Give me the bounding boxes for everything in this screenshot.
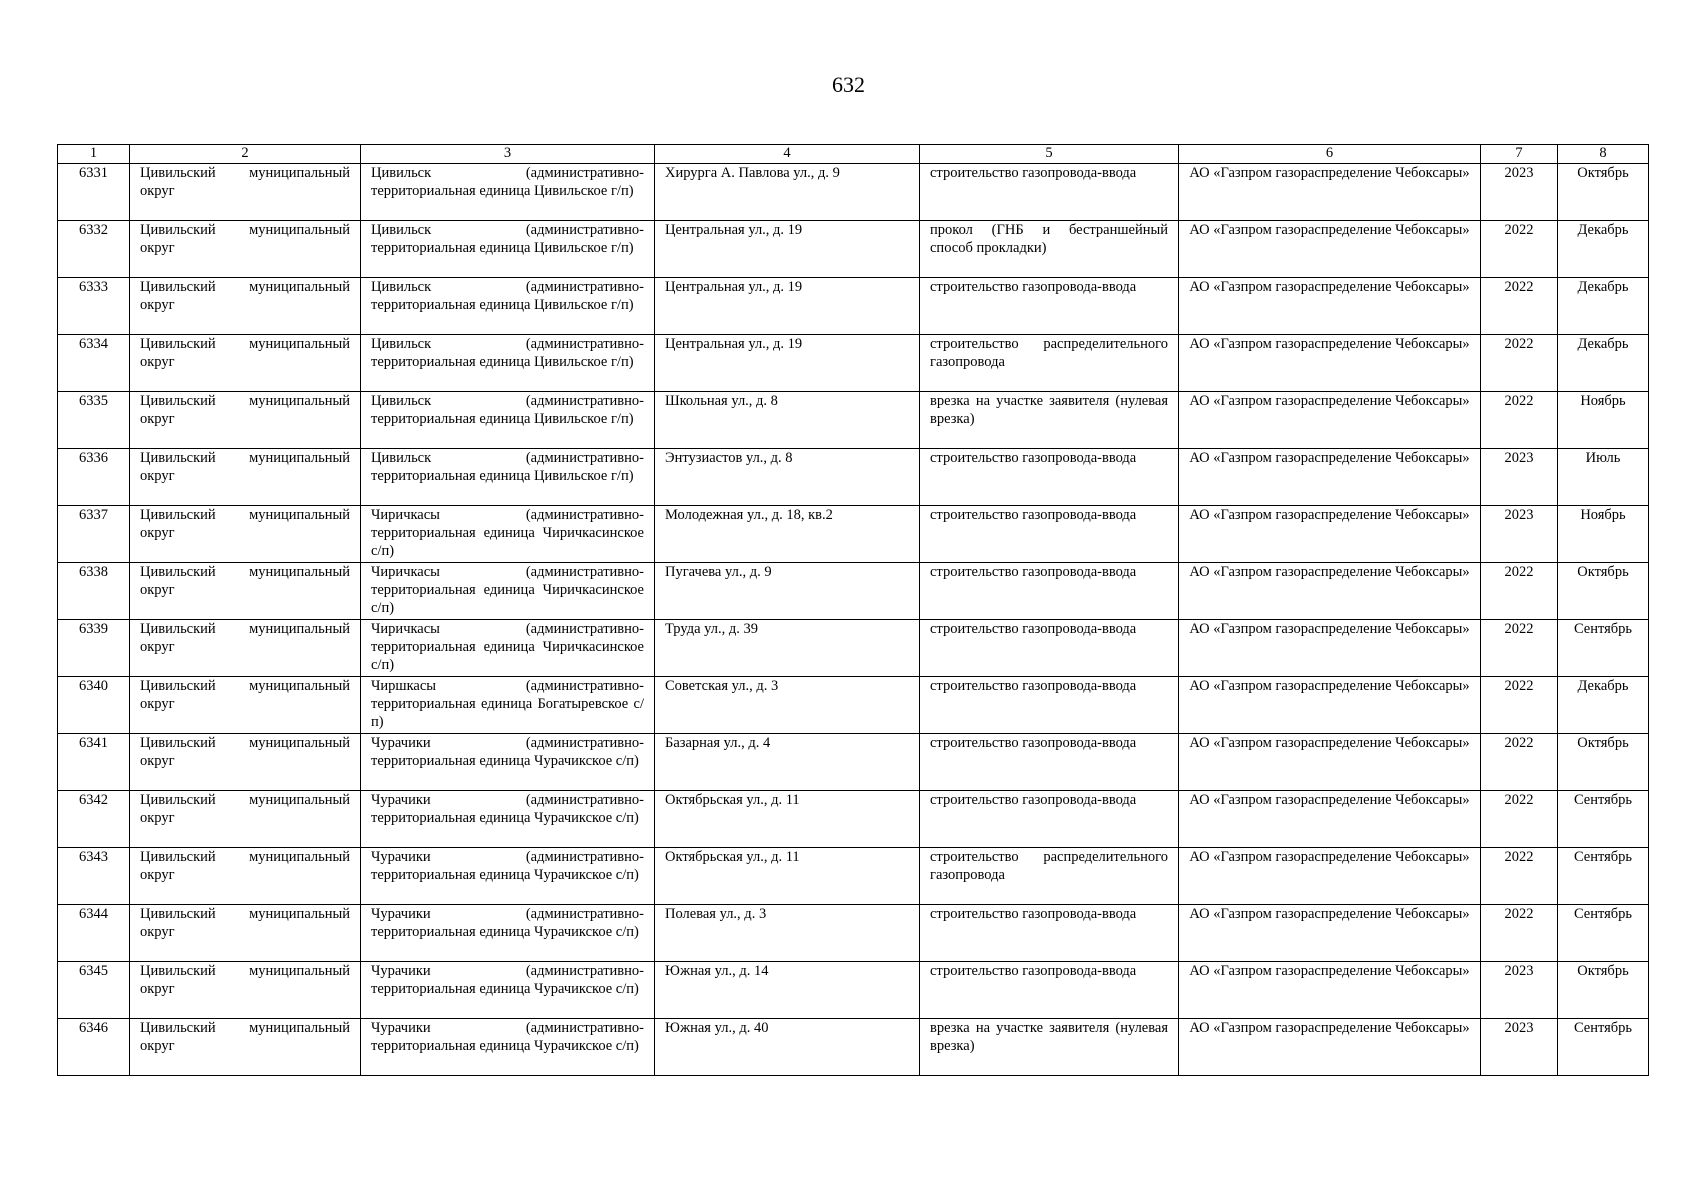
settlement-cell: Чиричкасы (административно-территориальная единица Чиричкасинское с/п) (361, 563, 655, 620)
year-cell: 2022 (1481, 278, 1558, 335)
address-cell: Школьная ул., д. 8 (655, 392, 920, 449)
organization-cell: АО «Газпром газораспределение Чебоксары» (1179, 962, 1481, 1019)
settlement-cell: Чурачики (административно-территориальная единица Чурачикское с/п) (361, 848, 655, 905)
address-cell: Пугачева ул., д. 9 (655, 563, 920, 620)
work-type-cell: строительство газопровода-ввода (920, 164, 1179, 221)
address-cell: Советская ул., д. 3 (655, 677, 920, 734)
settlement-cell: Цивильск (административно-территориальная единица Цивильское г/п) (361, 392, 655, 449)
table-body (58, 164, 1649, 1076)
row-number-cell: 6335 (58, 392, 130, 449)
row-number-cell: 6346 (58, 1019, 130, 1076)
settlement-cell: Чурачики (административно-территориальная единица Чурачикское с/п) (361, 734, 655, 791)
organization-cell: АО «Газпром газораспределение Чебоксары» (1179, 392, 1481, 449)
address-cell: Октябрьская ул., д. 11 (655, 848, 920, 905)
month-cell: Декабрь (1558, 335, 1649, 392)
table-row (58, 221, 1649, 278)
address-cell: Полевая ул., д. 3 (655, 905, 920, 962)
work-type-cell: строительство газопровода-ввода (920, 449, 1179, 506)
table-row (58, 1019, 1649, 1076)
month-cell: Сентябрь (1558, 905, 1649, 962)
year-cell: 2022 (1481, 620, 1558, 677)
column-header-1: 1 (58, 145, 130, 164)
year-cell: 2023 (1481, 1019, 1558, 1076)
work-type-cell: строительство газопровода-ввода (920, 677, 1179, 734)
settlement-cell: Чурачики (административно-территориальная единица Чурачикское с/п) (361, 1019, 655, 1076)
work-type-cell: строительство газопровода-ввода (920, 905, 1179, 962)
settlement-cell: Цивильск (административно-территориальная единица Цивильское г/п) (361, 335, 655, 392)
table-row (58, 848, 1649, 905)
month-cell: Октябрь (1558, 734, 1649, 791)
work-type-cell: строительство распределительного газопровода (920, 848, 1179, 905)
column-header-3: 3 (361, 145, 655, 164)
column-header-2: 2 (130, 145, 361, 164)
month-cell: Сентябрь (1558, 791, 1649, 848)
table-row (58, 506, 1649, 563)
year-cell: 2022 (1481, 848, 1558, 905)
settlement-cell: Чиричкасы (административно-территориальная единица Чиричкасинское с/п) (361, 506, 655, 563)
work-type-cell: строительство газопровода-ввода (920, 734, 1179, 791)
district-cell: Цивильский муниципальный округ (130, 392, 361, 449)
table-row (58, 563, 1649, 620)
year-cell: 2022 (1481, 392, 1558, 449)
district-cell: Цивильский муниципальный округ (130, 335, 361, 392)
organization-cell: АО «Газпром газораспределение Чебоксары» (1179, 506, 1481, 563)
district-cell: Цивильский муниципальный округ (130, 791, 361, 848)
year-cell: 2023 (1481, 164, 1558, 221)
district-cell: Цивильский муниципальный округ (130, 164, 361, 221)
district-cell: Цивильский муниципальный округ (130, 449, 361, 506)
month-cell: Октябрь (1558, 563, 1649, 620)
organization-cell: АО «Газпром газораспределение Чебоксары» (1179, 449, 1481, 506)
row-number-cell: 6344 (58, 905, 130, 962)
year-cell: 2022 (1481, 905, 1558, 962)
table-row (58, 620, 1649, 677)
organization-cell: АО «Газпром газораспределение Чебоксары» (1179, 791, 1481, 848)
page-number: 632 (832, 72, 865, 97)
settlement-cell: Цивильск (административно-территориальная единица Цивильское г/п) (361, 164, 655, 221)
settlement-cell: Чиршкасы (административно-территориальная единица Богатыревское с/п) (361, 677, 655, 734)
work-type-cell: строительство газопровода-ввода (920, 620, 1179, 677)
settlement-cell: Чурачики (административно-территориальная единица Чурачикское с/п) (361, 905, 655, 962)
address-cell: Центральная ул., д. 19 (655, 221, 920, 278)
work-type-cell: строительство распределительного газопровода (920, 335, 1179, 392)
district-cell: Цивильский муниципальный округ (130, 1019, 361, 1076)
year-cell: 2023 (1481, 506, 1558, 563)
table-row (58, 335, 1649, 392)
work-type-cell: врезка на участке заявителя (нулевая врезка) (920, 1019, 1179, 1076)
row-number-cell: 6333 (58, 278, 130, 335)
district-cell: Цивильский муниципальный округ (130, 278, 361, 335)
organization-cell: АО «Газпром газораспределение Чебоксары» (1179, 335, 1481, 392)
year-cell: 2022 (1481, 791, 1558, 848)
district-cell: Цивильский муниципальный округ (130, 734, 361, 791)
month-cell: Октябрь (1558, 164, 1649, 221)
organization-cell: АО «Газпром газораспределение Чебоксары» (1179, 734, 1481, 791)
year-cell: 2022 (1481, 734, 1558, 791)
month-cell: Сентябрь (1558, 848, 1649, 905)
organization-cell: АО «Газпром газораспределение Чебоксары» (1179, 221, 1481, 278)
settlement-cell: Чурачики (административно-территориальная единица Чурачикское с/п) (361, 962, 655, 1019)
table-row (58, 734, 1649, 791)
row-number-cell: 6334 (58, 335, 130, 392)
column-header-4: 4 (655, 145, 920, 164)
settlement-cell: Цивильск (административно-территориальная единица Цивильское г/п) (361, 449, 655, 506)
row-number-cell: 6342 (58, 791, 130, 848)
table-row (58, 962, 1649, 1019)
table-row (58, 791, 1649, 848)
row-number-cell: 6343 (58, 848, 130, 905)
organization-cell: АО «Газпром газораспределение Чебоксары» (1179, 848, 1481, 905)
district-cell: Цивильский муниципальный округ (130, 506, 361, 563)
month-cell: Декабрь (1558, 221, 1649, 278)
month-cell: Сентябрь (1558, 620, 1649, 677)
work-type-cell: строительство газопровода-ввода (920, 563, 1179, 620)
district-cell: Цивильский муниципальный округ (130, 677, 361, 734)
year-cell: 2022 (1481, 221, 1558, 278)
table-row (58, 278, 1649, 335)
district-cell: Цивильский муниципальный округ (130, 848, 361, 905)
work-type-cell: строительство газопровода-ввода (920, 506, 1179, 563)
organization-cell: АО «Газпром газораспределение Чебоксары» (1179, 905, 1481, 962)
district-cell: Цивильский муниципальный округ (130, 620, 361, 677)
address-cell: Труда ул., д. 39 (655, 620, 920, 677)
work-type-cell: строительство газопровода-ввода (920, 791, 1179, 848)
row-number-cell: 6341 (58, 734, 130, 791)
row-number-cell: 6332 (58, 221, 130, 278)
column-header-6: 6 (1179, 145, 1481, 164)
organization-cell: АО «Газпром газораспределение Чебоксары» (1179, 563, 1481, 620)
row-number-cell: 6340 (58, 677, 130, 734)
month-cell: Октябрь (1558, 962, 1649, 1019)
month-cell: Сентябрь (1558, 1019, 1649, 1076)
row-number-cell: 6331 (58, 164, 130, 221)
organization-cell: АО «Газпром газораспределение Чебоксары» (1179, 1019, 1481, 1076)
organization-cell: АО «Газпром газораспределение Чебоксары» (1179, 677, 1481, 734)
work-type-cell: строительство газопровода-ввода (920, 962, 1179, 1019)
address-cell: Молодежная ул., д. 18, кв.2 (655, 506, 920, 563)
address-cell: Октябрьская ул., д. 11 (655, 791, 920, 848)
row-number-cell: 6337 (58, 506, 130, 563)
settlement-cell: Чурачики (административно-территориальная единица Чурачикское с/п) (361, 791, 655, 848)
district-cell: Цивильский муниципальный округ (130, 962, 361, 1019)
month-cell: Июль (1558, 449, 1649, 506)
district-cell: Цивильский муниципальный округ (130, 221, 361, 278)
row-number-cell: 6339 (58, 620, 130, 677)
year-cell: 2022 (1481, 677, 1558, 734)
organization-cell: АО «Газпром газораспределение Чебоксары» (1179, 620, 1481, 677)
address-cell: Энтузиастов ул., д. 8 (655, 449, 920, 506)
address-cell: Центральная ул., д. 19 (655, 278, 920, 335)
table-header-row (58, 145, 1649, 164)
table-row (58, 905, 1649, 962)
district-cell: Цивильский муниципальный округ (130, 563, 361, 620)
data-table (57, 144, 1649, 1076)
year-cell: 2023 (1481, 449, 1558, 506)
settlement-cell: Чиричкасы (административно-территориальная единица Чиричкасинское с/п) (361, 620, 655, 677)
row-number-cell: 6338 (58, 563, 130, 620)
month-cell: Ноябрь (1558, 506, 1649, 563)
column-header-5: 5 (920, 145, 1179, 164)
column-header-7: 7 (1481, 145, 1558, 164)
district-cell: Цивильский муниципальный округ (130, 905, 361, 962)
address-cell: Базарная ул., д. 4 (655, 734, 920, 791)
row-number-cell: 6345 (58, 962, 130, 1019)
address-cell: Южная ул., д. 40 (655, 1019, 920, 1076)
month-cell: Декабрь (1558, 677, 1649, 734)
table-row (58, 392, 1649, 449)
row-number-cell: 6336 (58, 449, 130, 506)
year-cell: 2022 (1481, 563, 1558, 620)
work-type-cell: строительство газопровода-ввода (920, 278, 1179, 335)
month-cell: Ноябрь (1558, 392, 1649, 449)
organization-cell: АО «Газпром газораспределение Чебоксары» (1179, 278, 1481, 335)
address-cell: Хирурга А. Павлова ул., д. 9 (655, 164, 920, 221)
settlement-cell: Цивильск (административно-территориальная единица Цивильское г/п) (361, 221, 655, 278)
work-type-cell: врезка на участке заявителя (нулевая врезка) (920, 392, 1179, 449)
address-cell: Центральная ул., д. 19 (655, 335, 920, 392)
table-row (58, 449, 1649, 506)
address-cell: Южная ул., д. 14 (655, 962, 920, 1019)
organization-cell: АО «Газпром газораспределение Чебоксары» (1179, 164, 1481, 221)
settlement-cell: Цивильск (административно-территориальная единица Цивильское г/п) (361, 278, 655, 335)
work-type-cell: прокол (ГНБ и бестраншейный способ прокладки) (920, 221, 1179, 278)
table-row (58, 677, 1649, 734)
year-cell: 2022 (1481, 335, 1558, 392)
column-header-8: 8 (1558, 145, 1649, 164)
table-row (58, 164, 1649, 221)
month-cell: Декабрь (1558, 278, 1649, 335)
year-cell: 2023 (1481, 962, 1558, 1019)
